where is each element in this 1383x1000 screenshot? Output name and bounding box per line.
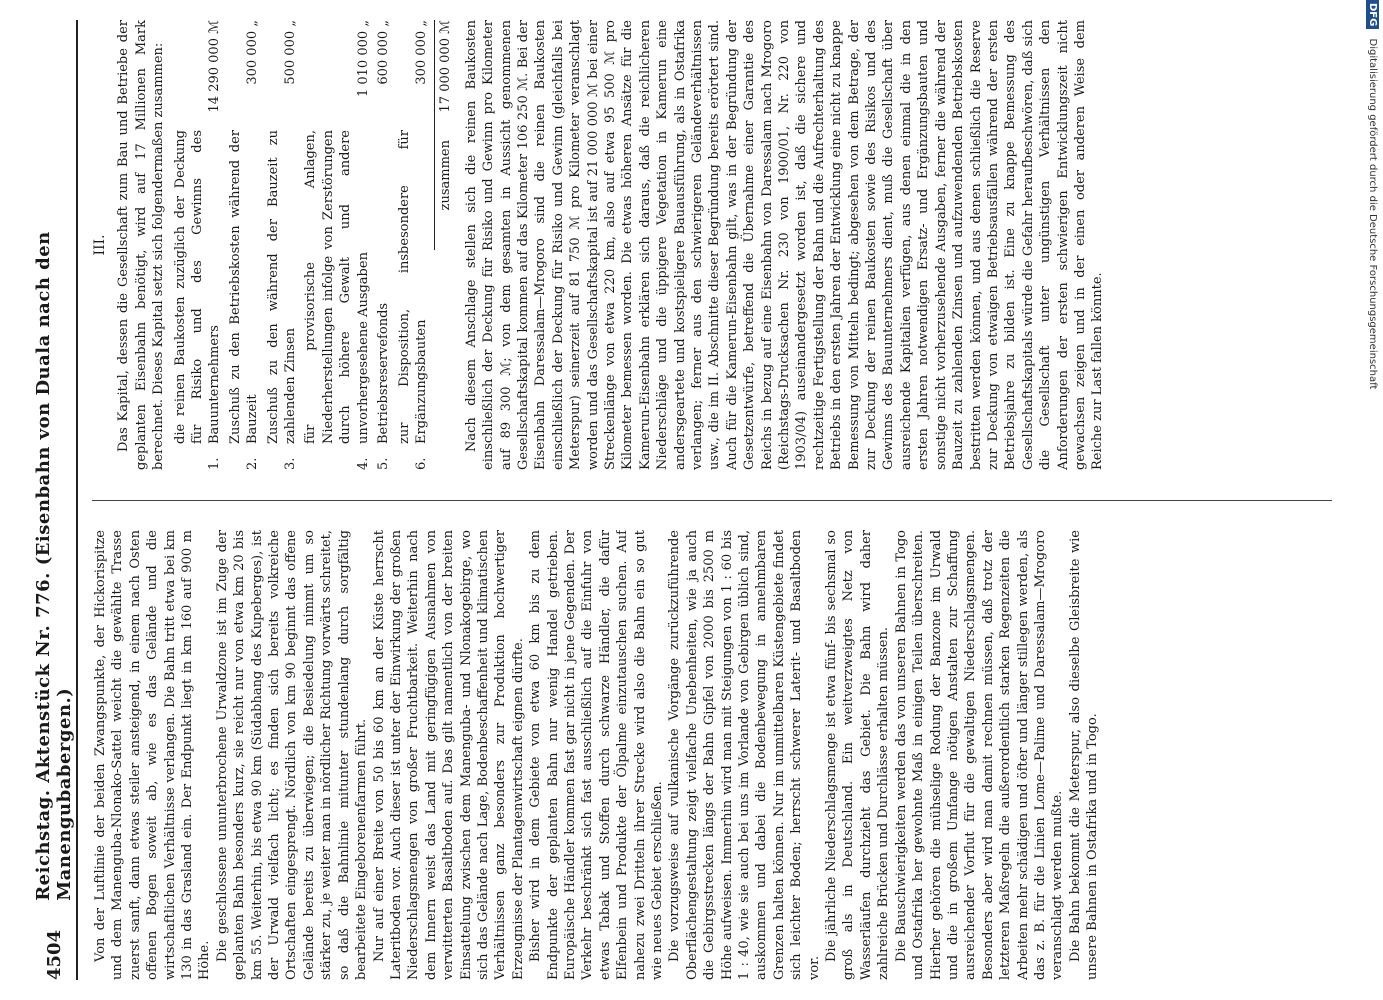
cost-row bbox=[264, 20, 299, 470]
cost-amount: 500 000 „ bbox=[282, 20, 298, 85]
cost-number: 5. bbox=[375, 457, 391, 470]
page-title: Reichstag. Aktenstück Nr. 776. (Eisenbahn von Duala nach den Manengubabergen.) bbox=[32, 231, 75, 901]
left-column bbox=[92, 530, 1342, 980]
cost-label: Zuschuß zu den Betriebskosten während der Bauzeit bbox=[227, 130, 260, 444]
cost-label: für provisorische Anlagen, Niederherstellungen infolge von Zerstörungen durch höhere Gewalt und andere unvorhergesehene Ausgaben bbox=[302, 130, 371, 444]
section-heading: III. bbox=[91, 234, 108, 256]
cost-number: 2. bbox=[244, 457, 260, 470]
total-amount: 17 000 000 ℳ bbox=[437, 20, 453, 113]
intro-paragraph: Das Kapital, dessen die Gesellschaft zum Bau und Betriebe der geplanten Eisenbahn benötigt, wird auf 17 Millionen Mark berechnet. Dieses Kapital setzt sich folgendermaßen zusammen: bbox=[115, 20, 166, 470]
cost-row bbox=[375, 20, 392, 470]
paragraph: Die Bahn bekommt die Meterspur, also dieselbe Gleisbreite wie unsere Bahnen in Ostafrika und in Togo. bbox=[1067, 530, 1100, 980]
paragraph: Die Bauschwierigkeiten werden das von unseren Bahnen in Togo und Ostafrika her gewohnte Maß in einigen Teilen überschreiten. Hierher gehören die mühselige Rodung der Banzone im Urwald und die in großem Umfange nötigen Anstalten zur Schaffung ausreichender Vorflut für die gewaltigen Niederschlagsmengen. Besonders aber wird man damit rechnen müssen, daß trotz der letzteren Maßregeln die außerordentlich starken Regenzeiten die Arbeiten mehr schädigen und öfter und länger stillegen werden, als das z. B. für die Linien Lome—Palime und Daressalam—Mrogoro veranschlagt werden mußte. bbox=[893, 530, 1065, 980]
dfg-attribution bbox=[1365, 0, 1379, 1000]
cost-amount: 300 000 „ bbox=[244, 20, 260, 85]
cost-number: 4. bbox=[355, 457, 371, 470]
cost-label: Betriebsreservefonds bbox=[375, 302, 391, 444]
cost-total-row bbox=[434, 20, 454, 250]
paragraph: Nur auf einer Breite von 50 bis 60 km an der Küste herrscht Lateritboden vor. Auch dieser ist unter der Einwirkung der großen Niederschlagsmengen von großer Fruchtbarkeit. Weiterhin nach dem Innern weist das Land mit geringfügigen Ausnahmen von verwitterten Basaltboden auf. Das gilt namentlich von der breiten Einsattelung zwischen dem Manenguba- und Nlonakogebirge, wo sich das Gelände nach Lage, Bodenbeschaffenheit und klimatischen Verhältnissen ganz besonders zur Produktion hochwertiger Erzeugnisse der Plantagenwirtschaft eignen dürfte. bbox=[371, 530, 526, 980]
cost-row bbox=[302, 20, 372, 470]
document-page bbox=[32, 20, 1352, 980]
paragraph: Von der Luftlinie der beiden Zwangspunkte, der Hickorispitze und dem Manenguba-Nlonako-Sattel weicht die gewählte Trasse zuerst sanft, dann etwas steiler ansteigend, in einem nach Osten offenen Bogen soweit ab, wie es das Gelände und die wirtschaftlichen Verhältnisse verlangen. Die Bahn tritt etwa bei km 130 in das Grasland ein. Der Endpunkt liegt in km 160 auf 900 m Höhe. bbox=[92, 530, 212, 980]
paragraph: Nach diesem Anschlage stellen sich die reinen Baukosten einschließlich der Deckung für Risiko und Gewinn pro Kilometer auf 89 300 ℳ; von dem gesamten in Aussicht genommenen Gesellschaftskapital kommen auf das Kilometer 106 250 ℳ. Bei der Eisenbahn Daressalam—Mrogoro sind die reinen Baukosten einschließlich der Deckung für Risiko und Gewinn (gleichfalls bei Meterspur) seinerzeit auf 81 750 ℳ pro Kilometer veranschlagt worden und das Gesellschaftskapital ist auf 21 000 000 ℳ bei einer Streckenlänge von etwa 220 km, also auf etwa 95 500 ℳ pro Kilometer bemessen worden. Die etwas höheren Ansätze für die Kamerun-Eisenbahn erklären sich daraus, daß die reichlicheren Niederschläge und die üppigere Vegetation in Kamerun eine andersgeartete und kostspieligere Bauausführung, als in Ostafrika verlangen; ferner aus den schwierigeren Geländeverhältnissen usw., die im II. Abschnitte dieser Begründung bereits erörtert sind. Auch für die Kamerun-Eisenbahn gilt, was in der Begründung der Gesetzentwürfe, betreffend die Übernahme einer Garantie des Reichs in bezug auf eine Eisenbahn von Daressalam nach Mrogoro (Reichstags-Drucksachen Nr. 230 von 1900/01, Nr. 220 von 1903/04) auseinandergesetzt worden ist, daß die sichere und rechtzeitige Fertigstellung der Bahn und die Aufrechterhaltung des Betriebs in den ersten Jahren der Entwicklung eine nicht zu knappe Bemessung von Mitteln bedingt; abgesehen von dem Betrage, der zur Deckung der reinen Baukosten sowie des Risikos und des Gewinns des Bauunternehmers dient, muß die Gesellschaft über ausreichende Kapitalien verfügen, aus denen einmal die in den ersten Jahren notwendigen Ersatz- und Ergänzungsbauten und sonstige nicht vorherzusehende Ausgaben, ferner die während der Bauzeit zu zahlenden Zinsen und aufzuwendenden Betriebskosten bestritten werden können, und aus denen schließlich die Reserve zur Deckung von etwaigen Betriebsausfällen während der ersten Betriebsjahre zu bilden ist. Eine zu knappe Bemessung des Gesellschaftskapitals würde die Gefahr heraufbeschwören, daß sich die Gesellschaft unter ungünstigen Verhältnissen den Anforderungen der ersten schwierigen Entwicklungszeit nicht gewachsen zeigen und in der einen oder anderen Weise dem Reiche zur Last fallen könnte. bbox=[463, 20, 1105, 470]
cost-amount: 1 010 000 „ bbox=[355, 20, 371, 98]
cost-row bbox=[171, 20, 223, 470]
total-label: zusammen bbox=[437, 140, 453, 211]
column-divider bbox=[92, 500, 1332, 501]
paragraph: Bisher wird in dem Gebiete von etwa 60 km bis zu dem Endpunkte der geplanten Bahn nur wenig Handel getrieben. Europäische Händler kommen fast gar nicht in jene Gegenden. Der Verkehr beschränkt sich fast ausschließlich auf die Einfuhr von etwas Tabak und Stoffen durch schwarze Händler, die dafür Elfenbein und Produkte der Ölpalme einzutauschen suchen. Auf nahezu zwei Dritteln ihrer Strecke wird also die Bahn ein so gut wie neues Gebiet erschließen. bbox=[527, 530, 665, 980]
cost-table bbox=[171, 20, 430, 470]
cost-label: zur Disposition, insbesondere für Ergänzungsbauten bbox=[396, 130, 429, 444]
dfg-note-text: Digitalisierung gefördert durch die Deutsche Forschungsgemeinschaft bbox=[1367, 38, 1378, 390]
paragraph: Die jährliche Niederschlagsmenge ist etwa fünf- bis sechsmal so groß als in Deutschland. Ein weitverzweigtes Netz von Wasserläufen durchzieht das Gebiet. Die Bahn wird daher zahlreiche Brücken und Durchlässe erhalten müssen. bbox=[823, 530, 891, 980]
cost-amount: 300 000 „ bbox=[413, 20, 429, 85]
cost-number: 6. bbox=[413, 457, 429, 470]
paragraph: Die geschlossene ununterbrochene Urwaldzone ist im Zuge der geplanten Bahn besonders kurz, sie reicht nur von etwa km 20 bis km 55. Weiterhin, bis etwa 90 km (Südabhang des Kupeberges), ist der Urwald vielfach licht; es finden sich bereits volkreiche Ortschaften eingesprengt. Nördlich von km 90 beginnt das offene Gelände bereits zu überwiegen; die Besiedelung nimmt um so stärker zu, je weiter man in nördlicher Richtung vorwärts schreitet, so daß die Bahnlinie mitunter stundenlang durch sorgfältig bearbeitete Eingeborenenfarmen führt. bbox=[214, 530, 369, 980]
cost-amount: 600 000 „ bbox=[375, 20, 391, 85]
dfg-logo-icon: DFG bbox=[1366, 0, 1379, 29]
cost-number: 3. bbox=[282, 457, 298, 470]
cost-row bbox=[395, 20, 430, 470]
cost-number: 1. bbox=[206, 457, 222, 470]
cost-label: die reinen Baukosten zuzüglich der Deckung für Risiko und des Gewinns des Bauunternehmers bbox=[172, 130, 222, 444]
paragraph: Die vorzugsweise auf vulkanische Vorgänge zurückzuführende Oberflächengestaltung zeigt vielfache Unebenheiten, wie ja auch die Gebirgsstrecken längs der Bahn Gipfel von 2000 bis 2500 m Höhe aufweisen. Immerhin wird man mit Steigungen von 1 : 60 bis 1 : 40, wie sie auch bei uns im Vorlande von Gebirgen üblich sind, auskommen und dabei die Bodenbewegung in annehmbaren Grenzen halten können. Nur im unmittelbaren Küstengebiete findet sich leichter Boden; herrscht schwerer Laterit- und Basaltboden vor. bbox=[666, 530, 822, 980]
cost-amount: 14 290 000 ℳ bbox=[206, 20, 222, 113]
cost-row bbox=[226, 20, 261, 470]
page-number: 4504 bbox=[43, 929, 64, 980]
page-header bbox=[32, 20, 78, 980]
right-column bbox=[92, 20, 1342, 470]
cost-label: Zuschuß zu den während der Bauzeit zu zahlenden Zinsen bbox=[265, 130, 298, 444]
